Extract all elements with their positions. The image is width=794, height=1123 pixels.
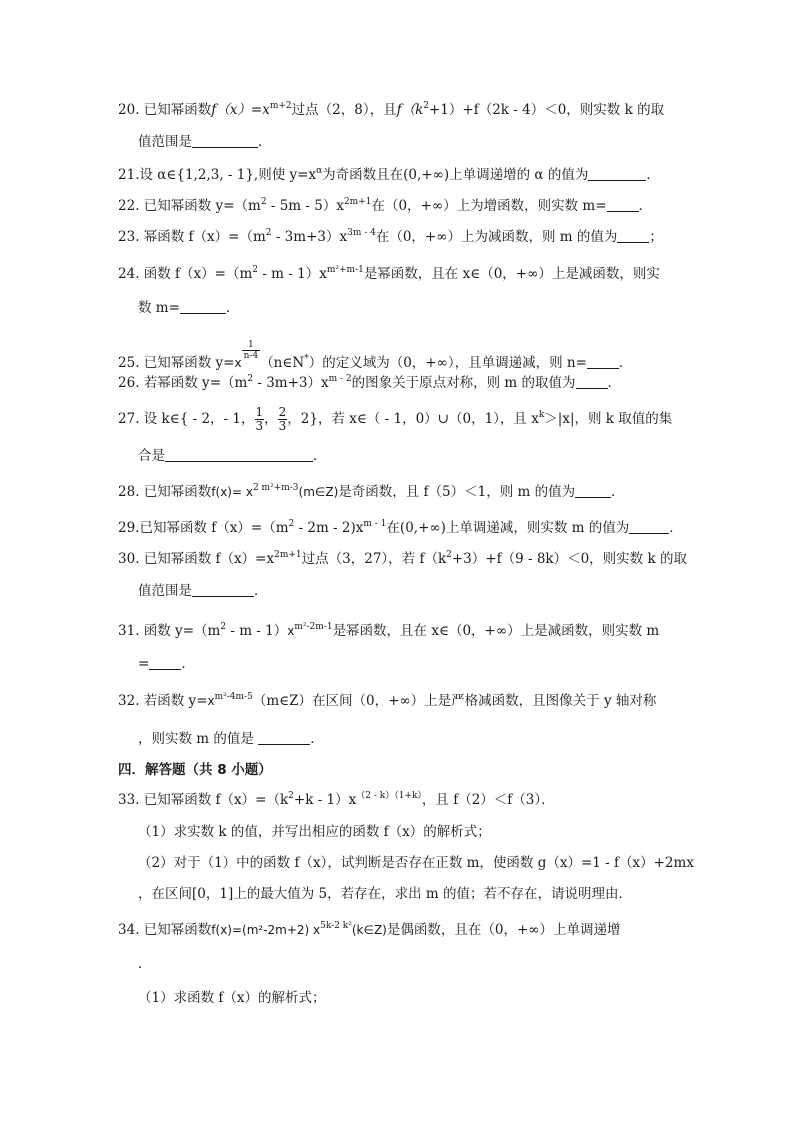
problem-number: 33 bbox=[118, 792, 136, 808]
answer-blank[interactable] bbox=[575, 483, 611, 498]
exponent: 2 bbox=[288, 791, 294, 801]
problem-number: 30 bbox=[118, 551, 136, 567]
problem-text: . 幂函数 f（x）=（m bbox=[135, 229, 266, 245]
exponent: m²+m-1 bbox=[326, 265, 364, 275]
problem-text: . 已知幂函数 y= bbox=[135, 355, 235, 371]
fraction-numerator: 1 bbox=[255, 405, 264, 419]
exponent: m - 1 bbox=[363, 519, 387, 529]
problem-number: 22 bbox=[118, 198, 136, 214]
problem-31-line-1 bbox=[118, 621, 678, 641]
function-expr: f(x)=(m²-2m+2) x bbox=[211, 923, 321, 937]
exponent: 2m+1 bbox=[343, 197, 372, 207]
problem-21 bbox=[118, 165, 678, 185]
problem-text: - 3m+3）x bbox=[271, 229, 348, 245]
problem-24-line-2 bbox=[138, 298, 698, 318]
exponent: 2 m²+m-3 bbox=[252, 483, 299, 493]
section-heading: 四．解答题（共 8 小题） bbox=[118, 762, 272, 778]
answer-blank[interactable] bbox=[165, 447, 313, 462]
answer-blank[interactable] bbox=[149, 655, 181, 670]
problem-text: ，则实数 m 的值是 bbox=[138, 731, 259, 747]
fraction bbox=[255, 406, 265, 433]
problem-text: 是偶函数，且在（0，+∞）上单调递增 bbox=[386, 922, 621, 938]
problem-31-line-2 bbox=[138, 654, 698, 674]
punctuation: ． bbox=[607, 375, 622, 391]
problem-34-sub-1: （1）求函数 f（x）的解析式； bbox=[138, 990, 326, 1006]
problem-text: . 已知幂函数 bbox=[135, 922, 212, 938]
answer-blank[interactable] bbox=[180, 299, 226, 314]
problem-text: - 2m - 2)x bbox=[294, 520, 364, 536]
answer-blank[interactable] bbox=[617, 228, 649, 243]
problem-33-sub-2-cont: ，在区间[0，1]上的最大值为 5，若存在，求出 m 的值；若不存在，请说明理由． bbox=[138, 886, 632, 902]
exponent: 2 bbox=[265, 228, 272, 238]
fraction bbox=[278, 406, 288, 433]
problem-number: 26 bbox=[118, 375, 136, 391]
problem-22 bbox=[118, 196, 678, 216]
problem-text: . 已知幂函数 bbox=[135, 484, 212, 500]
problem-text: . 已知幂函数 f（x）=x bbox=[135, 551, 275, 567]
exponent: 5k-2 k² bbox=[320, 921, 352, 931]
exponent: 2 bbox=[247, 374, 254, 384]
problem-text: 的图象关于原点对称，则 m 的取值为 bbox=[351, 375, 576, 391]
problem-text: （n∈N bbox=[260, 355, 305, 371]
problem-text: 在(0,+∞)上单调递减，则实数 m 的值为 bbox=[386, 520, 630, 536]
problem-text: . 若函数 y= bbox=[135, 693, 208, 709]
problem-text: （m∈Z）在区间（0，+∞）上是严格减函数，且图像关于 y 轴对称 bbox=[252, 693, 657, 709]
punctuation: ． bbox=[646, 167, 660, 183]
answer-blank[interactable] bbox=[258, 730, 310, 745]
problem-text: . 已知幂函数 f（x）=（k bbox=[135, 792, 289, 808]
problem-text: 在（0，+∞）上为增函数，则实数 m= bbox=[371, 198, 607, 214]
answer-blank[interactable] bbox=[576, 374, 608, 389]
problem-text: 过点（3，27），若 f（k bbox=[301, 551, 447, 567]
problem-text: . 函数 y=（m bbox=[135, 623, 221, 639]
problem-34-line-1 bbox=[118, 920, 678, 940]
problem-text: - 5m - 5）x bbox=[266, 198, 344, 214]
punctuation: ． bbox=[313, 448, 327, 464]
exponent: 2 bbox=[423, 101, 429, 111]
answer-blank[interactable] bbox=[629, 519, 669, 534]
exponent: k bbox=[538, 410, 545, 420]
exponent: m - 2 bbox=[328, 374, 352, 384]
problem-text: - m - 1） bbox=[226, 623, 288, 639]
exponent: 3m - 4 bbox=[347, 228, 376, 238]
problem-text: .已知幂函数 f（x）=（m bbox=[135, 520, 289, 536]
problem-text: . 已知幂函数 y=（m bbox=[135, 198, 261, 214]
problem-text: ，且 f（2）＜f（3）． bbox=[421, 792, 555, 808]
problem-33-line-1 bbox=[118, 790, 678, 810]
punctuation: ． bbox=[638, 198, 653, 214]
problem-number: 24 bbox=[118, 266, 136, 282]
exponent: 2 bbox=[220, 622, 227, 632]
problem-text: . 设 k∈{ - 2，- 1， bbox=[135, 411, 255, 427]
exponent: 2 bbox=[260, 197, 267, 207]
fraction-denominator: n-4 bbox=[243, 351, 259, 361]
problem-24-line-1 bbox=[118, 264, 678, 284]
problem-number: 32 bbox=[118, 693, 136, 709]
problem-text: ，2}，若 x∈（ - 1，0）∪（0，1），且 x bbox=[287, 411, 539, 427]
exponent: m²-2m-1 bbox=[294, 622, 333, 632]
function-expr: f（x）=x bbox=[211, 102, 270, 118]
exponent: 2m+1 bbox=[274, 550, 302, 560]
problem-text: ＞|x|，则 k 取值的集 bbox=[544, 411, 673, 427]
exponent: m²-4m-5 bbox=[214, 692, 253, 702]
answer-blank[interactable] bbox=[607, 197, 639, 212]
punctuation: ． bbox=[310, 731, 324, 747]
problem-text: 是奇函数，且 f（5）＜1，则 m 的值为 bbox=[338, 484, 576, 500]
problem-text: +1）+f（2k - 4）＜0，则实数 k 的取 bbox=[429, 102, 665, 118]
punctuation: ． bbox=[181, 656, 195, 672]
function-domain: (k∈Z) bbox=[351, 923, 387, 937]
answer-blank[interactable] bbox=[192, 133, 258, 148]
problem-text: 值范围是 bbox=[138, 134, 192, 150]
problem-number: 21 bbox=[118, 167, 136, 183]
fraction-numerator: 1 bbox=[242, 340, 261, 351]
punctuation: ； bbox=[649, 229, 663, 245]
problem-text: 值范围是 bbox=[138, 583, 192, 599]
punctuation: ． bbox=[611, 484, 625, 500]
answer-blank[interactable] bbox=[588, 166, 646, 181]
fraction-numerator: 2 bbox=[278, 405, 287, 419]
problem-26 bbox=[118, 373, 678, 393]
problem-text: 为奇函数且在(0,+∞)上单调递增的 α 的值为 bbox=[322, 167, 589, 183]
problem-number: 34 bbox=[118, 922, 136, 938]
problem-number: 25 bbox=[118, 355, 136, 371]
problem-20-line-2 bbox=[138, 132, 698, 152]
problem-number: 27 bbox=[118, 411, 136, 427]
answer-blank[interactable] bbox=[587, 354, 619, 369]
problem-23 bbox=[118, 227, 678, 247]
power-base: x bbox=[287, 624, 295, 638]
exponent: 2 bbox=[252, 265, 259, 275]
problem-33-sub-2: （2）对于（1）中的函数 f（x），试判断是否存在正数 m，使函数 g（x）=1 - f（x）+2mx bbox=[138, 855, 694, 871]
problem-text: 过点（2，8），且 bbox=[291, 102, 397, 118]
function-expr: f(x)= x bbox=[211, 485, 253, 499]
punctuation: ． bbox=[258, 134, 272, 150]
problem-text: 是幂函数，且在 x∈（0，+∞）上是减函数，则实数 m bbox=[332, 623, 660, 639]
exponent: α bbox=[316, 166, 323, 176]
problem-number: 31 bbox=[118, 623, 136, 639]
problem-34-line-2: ． bbox=[138, 956, 152, 972]
problem-text: .设 α∈{1,2,3, - 1},则使 y=x bbox=[135, 167, 317, 183]
problem-32-line-1 bbox=[118, 691, 678, 711]
fraction-denominator: 3 bbox=[278, 419, 287, 433]
problem-27-line-1 bbox=[118, 406, 678, 433]
problem-text: . 若幂函数 y=（m bbox=[135, 375, 248, 391]
function-expr: f（k bbox=[396, 102, 424, 118]
answer-blank[interactable] bbox=[192, 582, 254, 597]
problem-text: - m - 1）x bbox=[258, 266, 327, 282]
function-domain: (m∈Z) bbox=[298, 485, 339, 499]
problem-text: 数 m= bbox=[138, 300, 180, 316]
problem-text: +3）+f（9 - 8k）＜0，则实数 k 的取 bbox=[451, 551, 687, 567]
fraction-denominator: 3 bbox=[255, 419, 264, 433]
problem-text: 合是 bbox=[138, 448, 165, 464]
problem-text: . 函数 f（x）=（m bbox=[135, 266, 253, 282]
problem-text: +k - 1）x bbox=[293, 792, 357, 808]
problem-text: 在（0，+∞）上为减函数，则 m 的值为 bbox=[375, 229, 618, 245]
exponent: m+2 bbox=[269, 101, 292, 111]
problem-number: 28 bbox=[118, 484, 136, 500]
exponent: 2 bbox=[446, 550, 452, 560]
problem-20-line-1 bbox=[118, 100, 678, 120]
problem-29 bbox=[118, 518, 683, 538]
problem-27-line-2 bbox=[138, 446, 698, 466]
problem-33-sub-1: （1）求实数 k 的值，并写出相应的函数 f（x）的解析式； bbox=[138, 824, 491, 840]
problem-25 bbox=[118, 340, 678, 373]
problem-text: ）的定义域为（0，+∞），且单调递减，则 n= bbox=[308, 355, 587, 371]
power-base: x bbox=[234, 356, 242, 370]
exponent: 2 bbox=[288, 519, 295, 529]
problem-30-line-1 bbox=[118, 549, 687, 569]
problem-text: - 3m+3）x bbox=[253, 375, 329, 391]
punctuation: ． bbox=[618, 355, 633, 371]
problem-text: . 已知幂函数 bbox=[135, 102, 212, 118]
exponent: * bbox=[304, 354, 309, 364]
problem-number: 23 bbox=[118, 229, 136, 245]
exponent: （2 - k）（1+k） bbox=[356, 791, 422, 801]
problem-28 bbox=[118, 482, 678, 502]
problem-text: = bbox=[138, 656, 150, 672]
punctuation: ， bbox=[264, 411, 278, 427]
power-base: x bbox=[207, 694, 215, 708]
problem-number: 20 bbox=[118, 102, 136, 118]
problem-30-line-2 bbox=[138, 581, 698, 601]
problem-number: 29 bbox=[118, 520, 136, 536]
problem-text: 是幂函数，且在 x∈（0，+∞）上是减函数，则实 bbox=[363, 266, 660, 282]
fraction-exponent bbox=[242, 340, 261, 361]
punctuation: ． bbox=[254, 583, 268, 599]
problem-32-line-2 bbox=[138, 729, 698, 749]
punctuation: ． bbox=[669, 520, 683, 536]
punctuation: ． bbox=[225, 300, 240, 316]
